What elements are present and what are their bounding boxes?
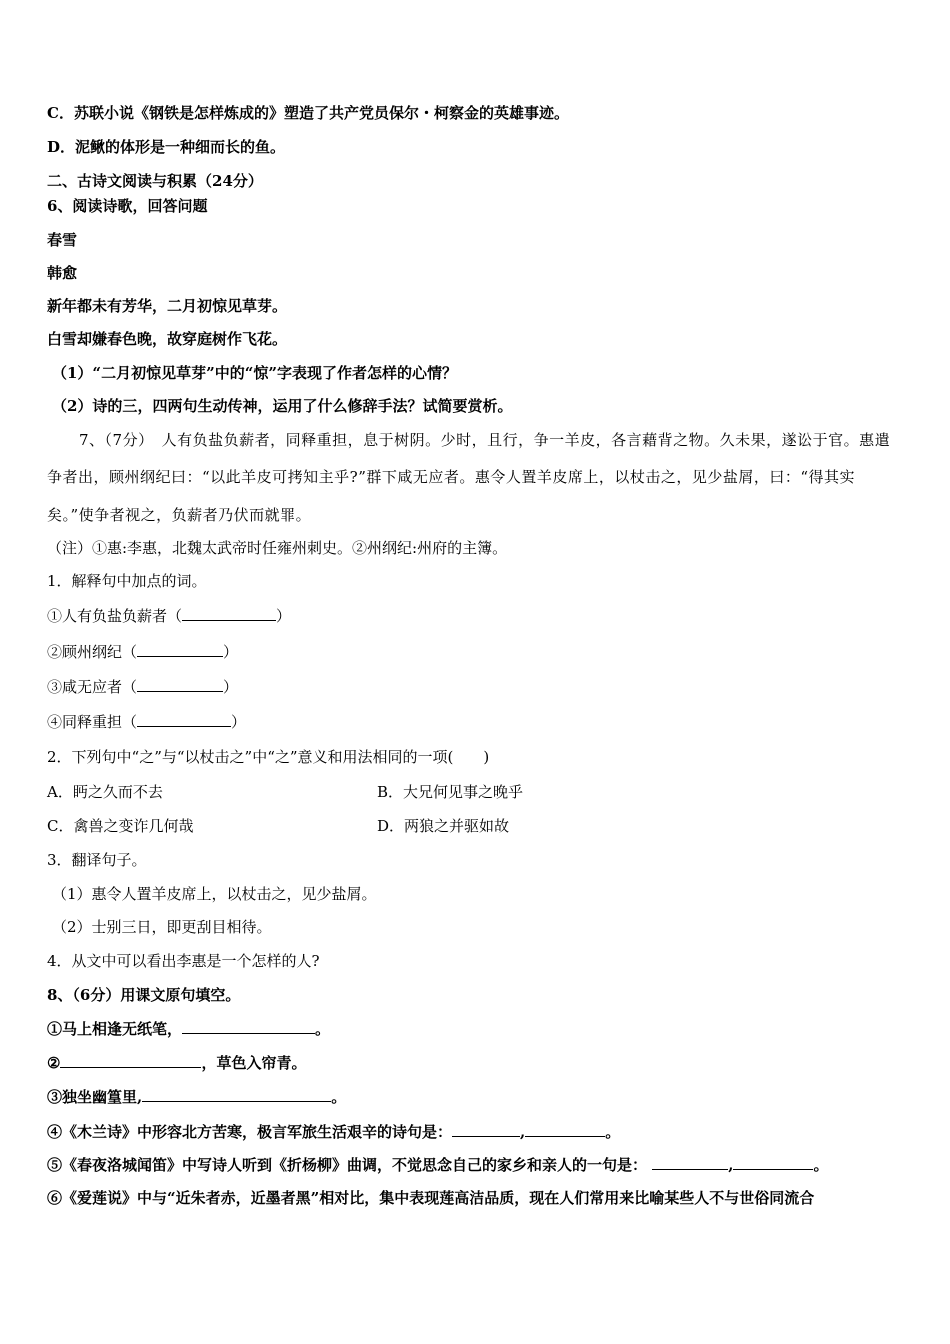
poem-title: 春雪 bbox=[47, 231, 78, 249]
answer-blank[interactable] bbox=[142, 1086, 331, 1102]
choice-d: D．两狼之并驱如故 bbox=[377, 817, 510, 835]
q7-item-3 bbox=[47, 676, 238, 697]
q7-passage-line-3: 矣。”使争者视之，负薪者乃伏而就罪。 bbox=[47, 506, 312, 524]
choice-a: A．眄之久而不去 bbox=[47, 783, 163, 801]
q8-item-1-text: ①马上相逢无纸笔， bbox=[47, 1020, 183, 1038]
close-paren: ） bbox=[223, 643, 239, 661]
answer-blank[interactable] bbox=[652, 1154, 728, 1170]
q8-item-2-text: ② bbox=[47, 1054, 61, 1072]
q7-passage-line-1: 7、（7分） 人有负盐负薪者，同释重担，息于树阴。少时，且行，争一羊皮，各言藉背之物。久未果，遂讼于官。惠遣 bbox=[79, 431, 891, 449]
close-paren: ） bbox=[276, 607, 292, 625]
q8-item-5-text: ⑤《春夜洛城闻笛》中写诗人听到《折杨柳》曲调，不觉思念自己的家乡和亲人的一句是： bbox=[47, 1156, 648, 1174]
poem-author: 韩愈 bbox=[47, 264, 78, 282]
comma: , bbox=[728, 1156, 734, 1174]
q8-item-4-end: 。 bbox=[605, 1123, 621, 1141]
q7-item-4-text: ④同释重担（ bbox=[47, 713, 138, 731]
answer-blank[interactable] bbox=[137, 711, 231, 727]
q7-passage-line-2: 争者出，顾州纲纪曰：“以此羊皮可拷知主乎?”群下咸无应者。惠令人置羊皮席上，以杖击之，见少盐屑，曰：“得其实 bbox=[47, 468, 856, 486]
q7-sub-3-2: （2）士别三日，即更刮目相待。 bbox=[52, 918, 272, 936]
q7-sub-3-1: （1）惠令人置羊皮席上，以杖击之，见少盐屑。 bbox=[52, 885, 377, 903]
q8-item-4 bbox=[47, 1121, 620, 1142]
answer-blank[interactable] bbox=[182, 605, 276, 621]
q7-sub-2: 2．下列句中“之”与“以杖击之”中“之”意义和用法相同的一项( ) bbox=[47, 748, 490, 766]
answer-blank[interactable] bbox=[182, 1018, 315, 1034]
option-d-line: D．泥鳅的体形是一种细而长的鱼。 bbox=[47, 138, 286, 156]
option-c-line: C．苏联小说《钢铁是怎样炼成的》塑造了共产党员保尔・柯察金的英雄事迹。 bbox=[47, 104, 569, 122]
section-heading: 二、古诗文阅读与积累（24分） bbox=[47, 172, 263, 190]
q6-sub-1: （1）“二月初惊见草芽”中的“惊”字表现了作者怎样的心情？ bbox=[52, 364, 457, 382]
q8-item-5-end: 。 bbox=[813, 1156, 829, 1174]
comma: , bbox=[520, 1123, 526, 1141]
answer-blank[interactable] bbox=[60, 1052, 201, 1068]
answer-blank[interactable] bbox=[137, 641, 223, 657]
q7-item-2-text: ②顾州纲纪（ bbox=[47, 643, 138, 661]
choice-c: C．禽兽之变诈几何哉 bbox=[47, 817, 194, 835]
q7-item-2 bbox=[47, 641, 238, 662]
answer-blank[interactable] bbox=[525, 1121, 605, 1137]
question-8-stem: 8、（6分）用课文原句填空。 bbox=[47, 986, 241, 1004]
q8-item-2-end: ，草色入帘青。 bbox=[201, 1054, 307, 1072]
q7-item-1 bbox=[47, 605, 291, 626]
q7-item-1-text: ①人有负盐负薪者（ bbox=[47, 607, 183, 625]
q8-item-1-end: 。 bbox=[315, 1020, 331, 1038]
q6-sub-2: （2）诗的三，四两句生动传神，运用了什么修辞手法？试简要赏析。 bbox=[52, 397, 513, 415]
answer-blank[interactable] bbox=[137, 676, 223, 692]
q7-sub-3: 3．翻译句子。 bbox=[47, 851, 147, 869]
question-6-stem: 6、阅读诗歌，回答问题 bbox=[47, 197, 208, 215]
answer-blank[interactable] bbox=[733, 1154, 813, 1170]
q8-item-3-end: 。 bbox=[331, 1088, 347, 1106]
q8-item-2 bbox=[47, 1052, 306, 1073]
close-paren: ） bbox=[231, 713, 247, 731]
close-paren: ） bbox=[223, 678, 239, 696]
q8-item-3 bbox=[47, 1086, 346, 1107]
choice-b: B．大兄何见事之晚乎 bbox=[377, 783, 524, 801]
q7-item-3-text: ③咸无应者（ bbox=[47, 678, 138, 696]
q7-item-4 bbox=[47, 711, 246, 732]
poem-line-2: 白雪却嫌春色晚，故穿庭树作飞花。 bbox=[47, 330, 288, 348]
q7-sub-1: 1．解释句中加点的词。 bbox=[47, 572, 207, 590]
q7-note: （注）①惠:李惠，北魏太武帝时任雍州刺史。②州纲纪:州府的主簿。 bbox=[47, 539, 508, 557]
q8-item-3-text: ③独坐幽篁里, bbox=[47, 1088, 143, 1106]
q8-item-5 bbox=[47, 1154, 829, 1175]
poem-line-1: 新年都未有芳华，二月初惊见草芽。 bbox=[47, 297, 288, 315]
q8-item-6: ⑥《爱莲说》中与“近朱者赤，近墨者黑”相对比，集中表现莲高洁品质，现在人们常用来比喻某些人不与世俗同流合 bbox=[47, 1189, 815, 1207]
q7-sub-4: 4．从文中可以看出李惠是一个怎样的人? bbox=[47, 952, 320, 970]
q8-item-1 bbox=[47, 1018, 330, 1039]
q8-item-4-text: ④《木兰诗》中形容北方苦寒，极言军旅生活艰辛的诗句是： bbox=[47, 1123, 453, 1141]
answer-blank[interactable] bbox=[452, 1121, 520, 1137]
